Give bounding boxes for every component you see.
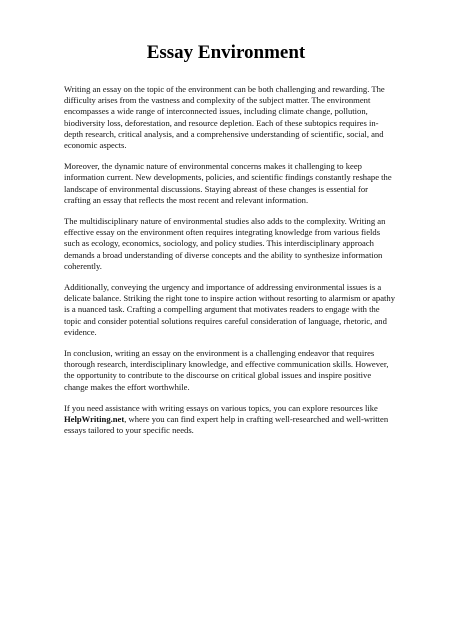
paragraph-closing — [64, 403, 396, 437]
document-body — [64, 84, 396, 446]
closing-text-before: If you need assistance with writing essays on various topics, you can explore resources like — [64, 402, 378, 413]
paragraph-conclusion: In conclusion, writing an essay on the environment is a challenging endeavor that requires thorough research, interdisciplinary knowledge, and effective communication skills. However, the opportunity to contribute to the discourse on critical global issues and inspire positive change makes the effort worthwhile. — [64, 348, 389, 392]
closing-text-after: , where you can find expert help in crafting well-researched and well-written essays tailored to your specific needs. — [64, 414, 389, 436]
helpwriting-link[interactable]: HelpWriting.net — [64, 414, 125, 425]
paragraph-urgency: Additionally, conveying the urgency and importance of addressing environmental issues is a delicate balance. Striking the right tone to inspire action without resorting to alarmism or apathy is a nuanced task. Crafting a compelling argument that motivates readers to engage with the topic and consider potential solutions requires careful consideration of language, rhetoric, and evidence. — [64, 282, 396, 337]
paragraph-intro: Writing an essay on the topic of the environment can be both challenging and rewarding. The difficulty arises from the vastness and complexity of the subject matter. The environment encompasses a wide range of interconnected issues, including climate change, pollution, biodiversity loss, deforestation, and resource depletion. Each of these subtopics requires in-depth research, critical analysis, and a comprehensive understanding of scientific, social, and economic aspects. — [64, 84, 385, 151]
paragraph-dynamic-nature: Moreover, the dynamic nature of environmental concerns makes it challenging to keep information current. New developments, policies, and scientific findings constantly reshape the landscape of environmental discussions. Staying abreast of these changes is essential for crafting an essay that reflects the most recent and relevant information. — [64, 161, 392, 205]
paragraph-multidisciplinary: The multidisciplinary nature of environmental studies also adds to the complexity. Writing an effective essay on the environment often requires integrating knowledge from various fields such as ecology, economics, sociology, and policy studies. This interdisciplinary approach demands a broad understanding of diverse concepts and the ability to synthesize information coherently. — [64, 216, 386, 271]
document-title: Essay Environment — [146, 42, 306, 63]
